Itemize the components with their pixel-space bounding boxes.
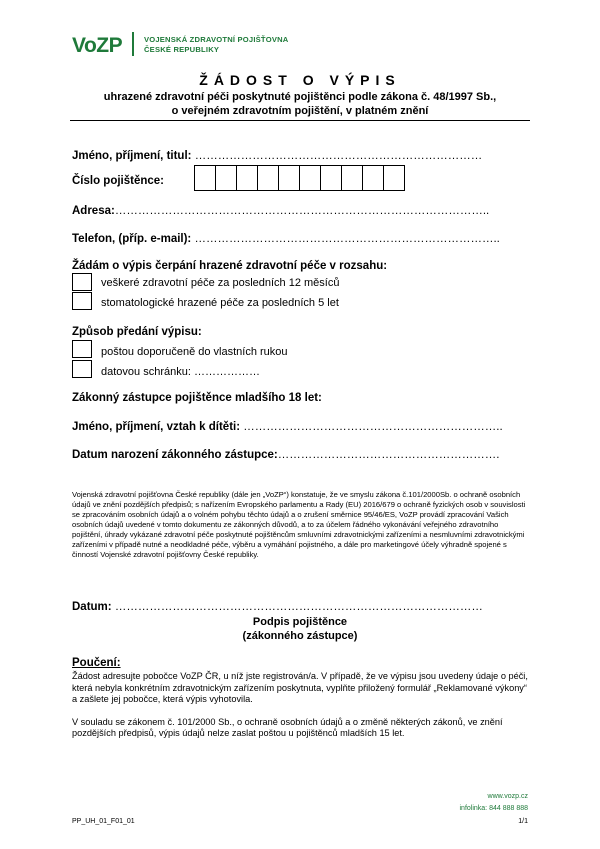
digit-box[interactable] bbox=[299, 165, 321, 191]
name-field[interactable] bbox=[72, 150, 482, 162]
option1-label: veškeré zdravotní péče za posledních 12 měsíců bbox=[101, 277, 340, 289]
delivery1-checkbox[interactable] bbox=[72, 340, 92, 358]
delivery1-label: poštou doporučeně do vlastních rukou bbox=[101, 346, 288, 358]
org-name bbox=[144, 35, 288, 55]
phone-label: Telefon, (příp. e-mail): bbox=[72, 233, 192, 245]
pouceni-heading: Poučení: bbox=[72, 657, 121, 669]
rep-name-label: Jméno, příjmení, vztah k dítěti: bbox=[72, 421, 241, 433]
name-dots: ………………………………………………………………… bbox=[194, 150, 483, 162]
subtitle-line1: uhrazené zdravotní péči poskytnuté pojištěnci podle zákona č. 48/1997 Sb., bbox=[103, 91, 497, 103]
digit-box[interactable] bbox=[362, 165, 384, 191]
pouceni-text bbox=[72, 671, 532, 740]
date-dots: …………………………………………………………………………………… bbox=[114, 601, 483, 613]
rep-birth-dots: …………………………………………………. bbox=[277, 449, 500, 461]
form-subtitle bbox=[0, 90, 600, 118]
address-label: Adresa: bbox=[72, 205, 115, 217]
option2-label: stomatologické hrazené péče za posledních 5 let bbox=[101, 297, 339, 309]
digit-box[interactable] bbox=[215, 165, 237, 191]
form-title: ŽÁDOST O VÝPIS bbox=[199, 72, 401, 88]
digit-box[interactable] bbox=[383, 165, 405, 191]
request-label: Žádám o výpis čerpání hrazené zdravotní péče v rozsahu: bbox=[72, 260, 388, 272]
name-label: Jméno, příjmení, titul: bbox=[72, 150, 192, 162]
date-field[interactable] bbox=[72, 601, 483, 613]
digit-box[interactable] bbox=[194, 165, 216, 191]
insured-no-label: Číslo pojištěnce: bbox=[72, 175, 165, 187]
date-label: Datum: bbox=[72, 601, 112, 613]
digit-box[interactable] bbox=[320, 165, 342, 191]
digit-box[interactable] bbox=[236, 165, 258, 191]
subtitle-line2: o veřejném zdravotním pojištění, v platném znění bbox=[171, 105, 429, 117]
org-name-line2: ČESKÉ REPUBLIKY bbox=[144, 45, 220, 54]
logo-divider bbox=[132, 32, 134, 56]
rep-name-field[interactable] bbox=[72, 421, 503, 433]
option2-checkbox[interactable] bbox=[72, 292, 92, 310]
vozp-logo: VoZP bbox=[72, 34, 123, 57]
rep-name-dots: ………………………………………………………….. bbox=[243, 421, 503, 433]
phone-field[interactable] bbox=[72, 233, 500, 245]
footer-web[interactable]: www.vozp.cz bbox=[487, 793, 528, 800]
option1-checkbox[interactable] bbox=[72, 273, 92, 291]
org-name-line1: VOJENSKÁ ZDRAVOTNÍ POJIŠŤOVNA bbox=[144, 35, 289, 44]
signature-caption bbox=[0, 615, 600, 643]
rep-label: Zákonný zástupce pojištěnce mladšího 18 let: bbox=[72, 392, 322, 404]
footer-infoline: infolinka: 844 888 888 bbox=[459, 805, 528, 812]
footer-form-code: PP_UH_01_F01_01 bbox=[72, 818, 135, 825]
legal-notice: Vojenská zdravotní pojišťovna České republiky (dále jen „VoZP“) konstatuje, že ve smyslu zákona č.101/2000Sb. o ochraně osobních údajů ve znění pozdějších předpisů; s nařízením Evropského parlamentu a Rady (EU) 2016/679 o ochraně fyzických osob v souvislosti se zpracováním osobních údajů a o volném pohybu těchto údajů a o zrušení směrnice 95/46/ES, VoZP provádí zpracování Vašich osobních údajů uvedené v tomto dokumentu ze zákonných důvodů, a to za účelem řádného vykonávání veřejného zdravotního pojištění, úhrady vykázané zdravotní péče poskytnuté pojištěncům smluvními zdravotnickými zařízeními a nesmluvními zdravotnickými zařízeními v případě nutné a neodkladné péče, výběru a vymáhání pojistného, a dále pro marketingové účely výhradně spojené s činností Vojenské zdravotní pojišťovny České republiky. bbox=[72, 490, 526, 559]
digit-box[interactable] bbox=[341, 165, 363, 191]
title-rule bbox=[70, 120, 530, 121]
pouceni-paragraph1: Žádost adresujte pobočce VoZP ČR, u níž jste registrován/a. V případě, že ve výpisu jsou uvedeny údaje o péči, která nebyla konkrétním zdravotnickým zařízením poskytnuta, vyplňte přiložený formulář „Reklamované výkony“ a zašlete jej pobočce, která výpis vyhotovila. bbox=[72, 671, 528, 705]
delivery2-checkbox[interactable] bbox=[72, 360, 92, 378]
delivery-label: Způsob předání výpisu: bbox=[72, 326, 202, 338]
footer-page-number: 1/1 bbox=[518, 818, 528, 825]
insured-no-boxes[interactable] bbox=[195, 165, 405, 191]
digit-box[interactable] bbox=[278, 165, 300, 191]
signature-line1: Podpis pojištěnce bbox=[252, 616, 348, 628]
phone-dots: …………………………………………………………………….. bbox=[194, 233, 500, 245]
rep-birth-label: Datum narození zákonného zástupce: bbox=[72, 449, 278, 461]
address-dots: …………………………………………………………………………………….. bbox=[114, 205, 490, 217]
pouceni-paragraph2: V souladu se zákonem č. 101/2000 Sb., o ochraně osobních údajů a o změně některých zákonů, ve znění pozdějších předpisů, výpis údajů nelze zaslat poštou u pojištěnců mladších 15 let. bbox=[72, 716, 503, 739]
delivery2-label: datovou schránku: ……………… bbox=[101, 366, 260, 378]
signature-line2: (zákonného zástupce) bbox=[242, 630, 358, 642]
digit-box[interactable] bbox=[257, 165, 279, 191]
address-field[interactable] bbox=[72, 205, 489, 217]
rep-birth-field[interactable] bbox=[72, 449, 499, 461]
